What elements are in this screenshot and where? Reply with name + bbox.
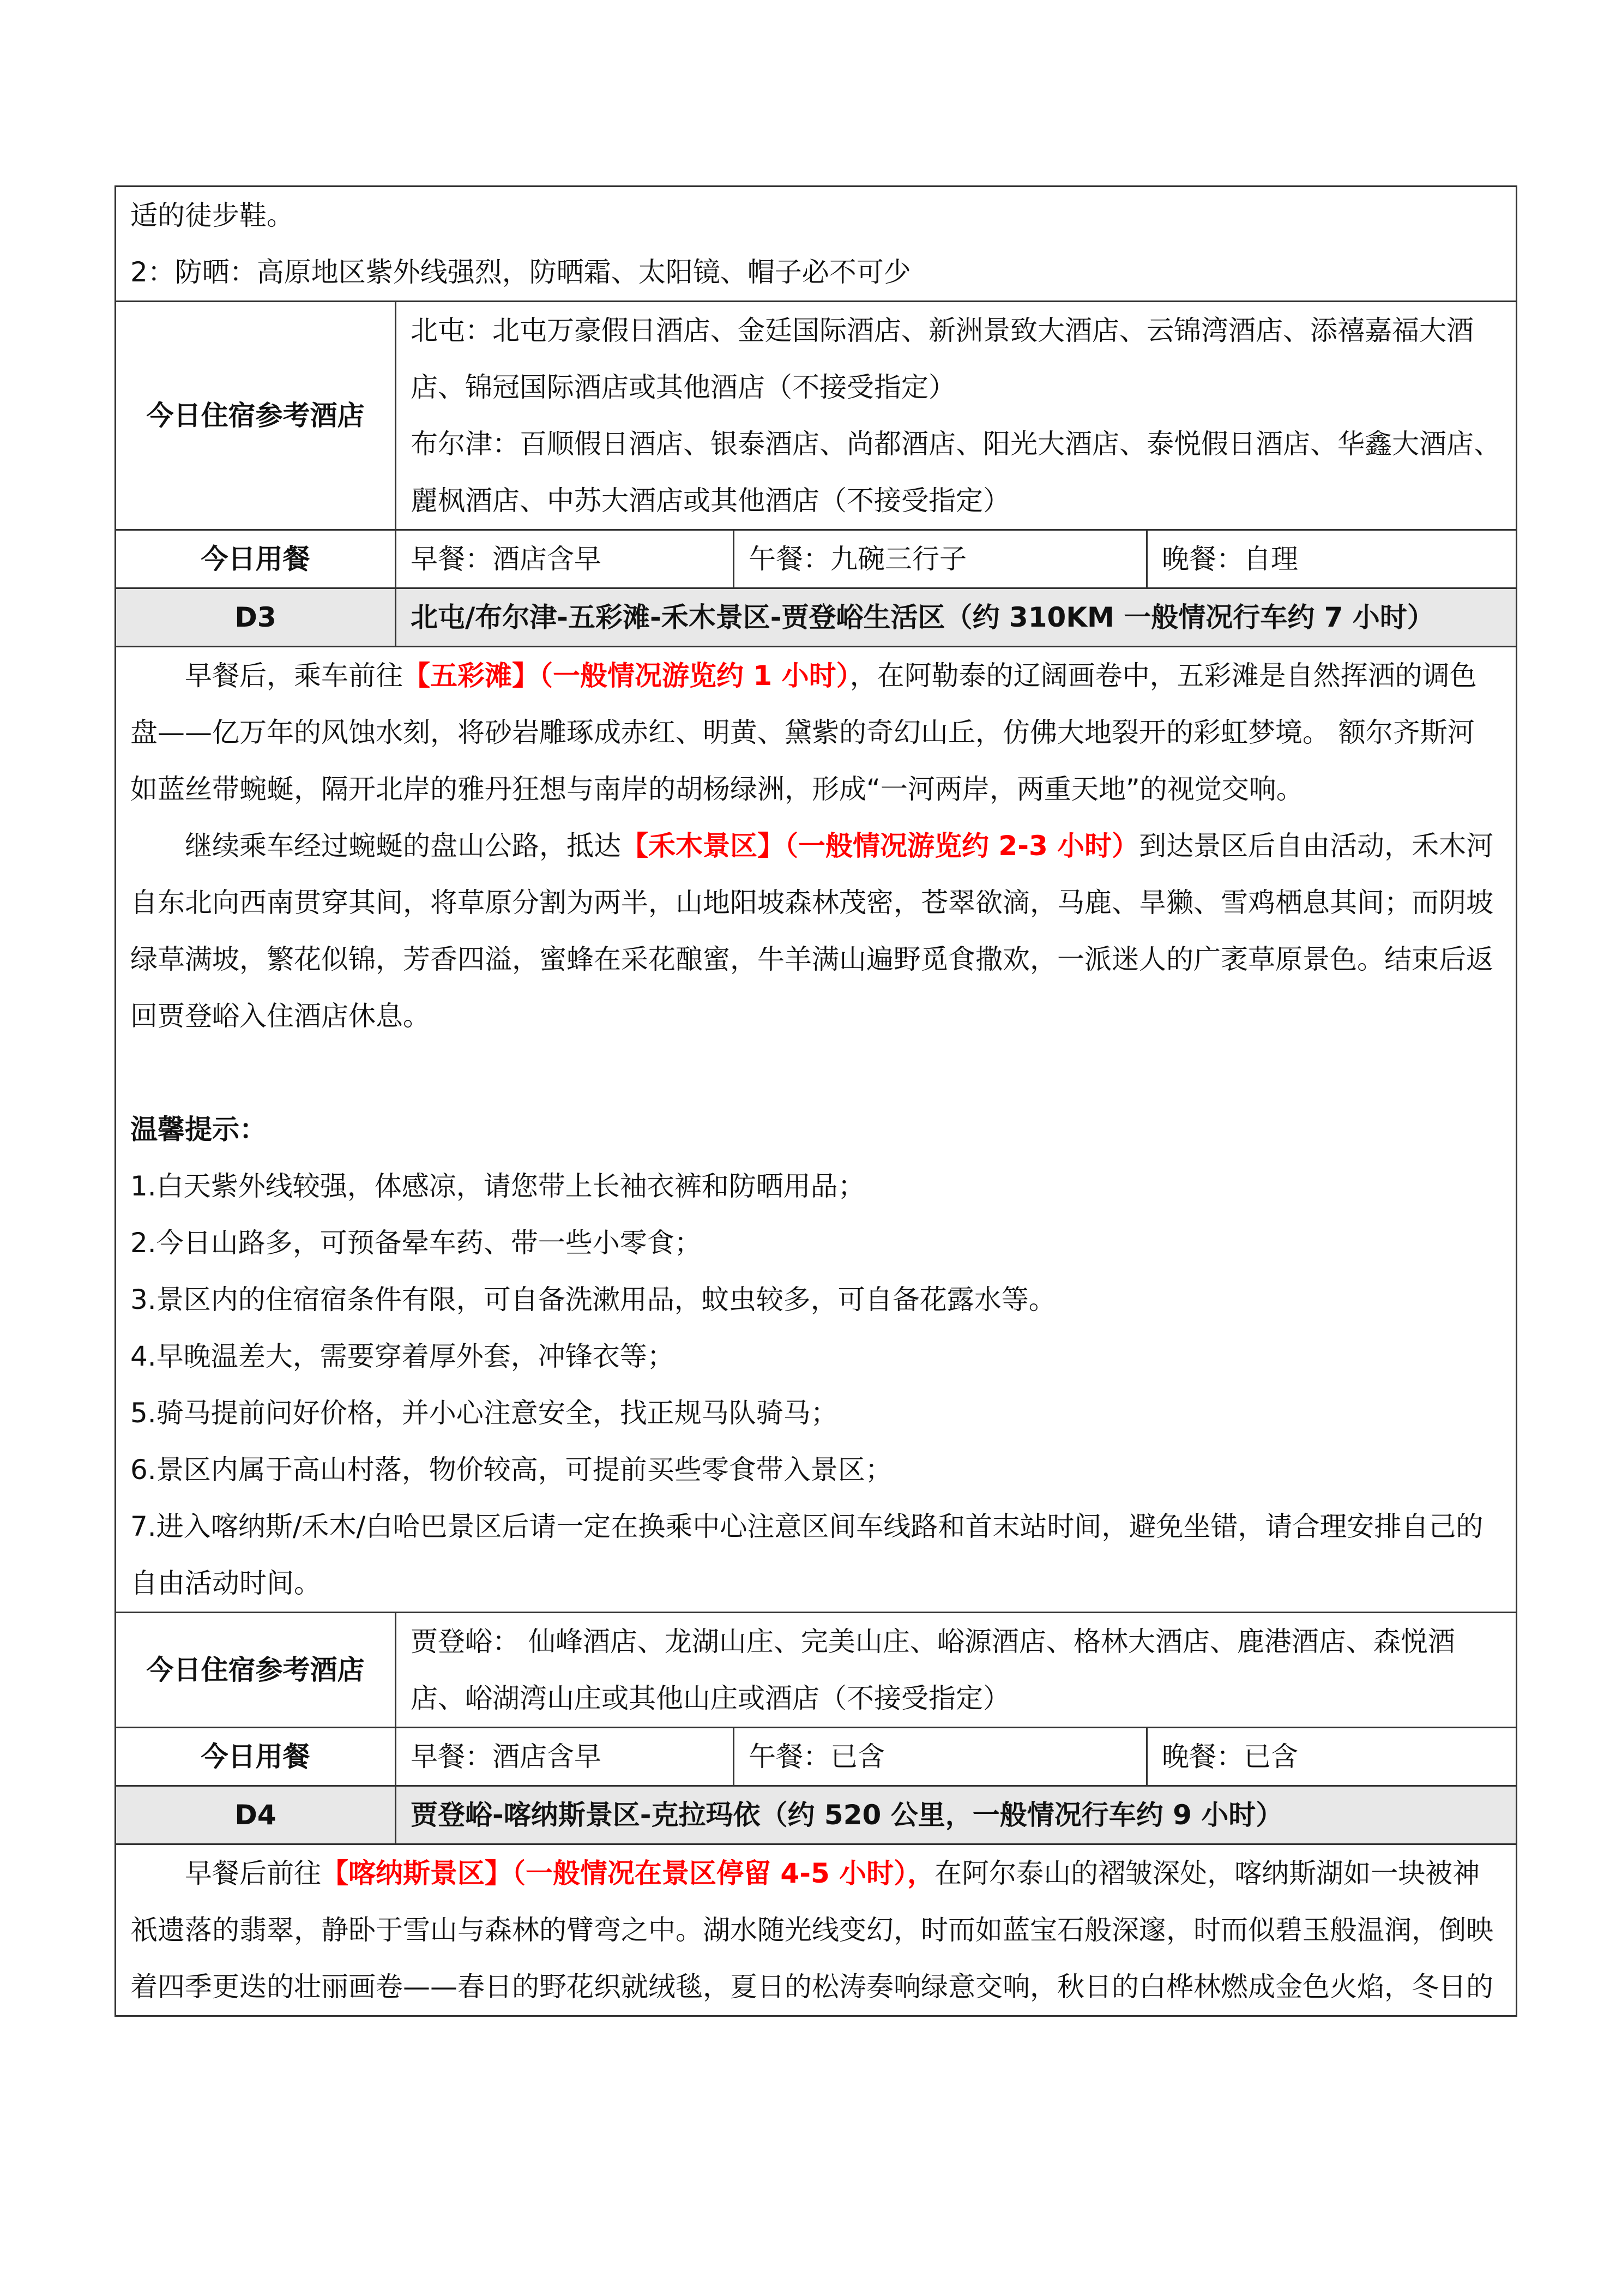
day-title: 北屯/布尔津-五彩滩-禾木景区-贾登峪生活区（约 310KM 一般情况行车约 7 小时）: [396, 588, 1517, 647]
d3-hotel-row: [116, 1613, 1517, 1728]
highlight-attraction: 【喀纳斯景区】（一般情况在景区停留 4-5 小时），: [321, 1858, 935, 1889]
text: 继续乘车经过蜿蜒的盘山公路，抵达: [185, 830, 621, 862]
text: 在阿尔泰山的褶皱深处，喀纳斯湖如一块被神祇遗落的翡翠，静卧于雪山与森林的臂弯之中。湖水随光线变幻，时而如蓝宝石般深邃，时而似碧玉般温润，倒映着四季更迭的壮丽画卷——春日的野花织就绒毯，夏日的松涛奏响绿意交响，秋日的白桦林燃成金色火焰，冬日的: [130, 1858, 1493, 2003]
hotel-list: [396, 302, 1517, 530]
continuation-line: 2：防晒：高原地区紫外线强烈，防晒霜、太阳镜、帽子必不可少: [130, 256, 911, 288]
breakfast: 早餐：酒店含早: [396, 530, 734, 588]
d3-description: [116, 647, 1517, 1613]
d2-hotel-row: [116, 302, 1517, 530]
lunch: 午餐：已含: [734, 1728, 1147, 1786]
day-code: D4: [116, 1786, 396, 1844]
itinerary-table: [114, 185, 1517, 2017]
tip-item: 5.骑马提前问好价格，并小心注意安全，找正规马队骑马；: [130, 1397, 838, 1429]
d3-paragraph-1: [130, 647, 1502, 818]
tip-item: 3.景区内的住宿宿条件有限，可自备洗漱用品，蚊虫较多，可自备花露水等。: [130, 1284, 1056, 1315]
text: 早餐后前往: [185, 1858, 321, 1889]
tip-item: 7.进入喀纳斯/禾木/白哈巴景区后请一定在换乘中心注意区间车线路和首末站时间，避免坐错，请合理安排自己的自由活动时间。: [130, 1511, 1484, 1599]
d2-meal-row: [116, 530, 1517, 588]
dinner: 晚餐：自理: [1147, 530, 1517, 588]
highlight-attraction: 【禾木景区】（一般情况游览约 2-3 小时）: [621, 830, 1139, 862]
dinner: 晚餐：已含: [1147, 1728, 1517, 1786]
text: ，在阿勒泰的辽阔画卷中，五彩滩是自然挥洒的调色盘——亿万年的风蚀水刻，将砂岩雕琢成赤红、明黄、黛紫的奇幻山丘，仿佛大地裂开的彩虹梦境。 额尔齐斯河如蓝丝带蜿蜒，隔开北岸的雅丹狂想与南岸的胡杨绿洲，形成“一河两岸，两重天地”的视觉交响。: [130, 660, 1477, 805]
d4-header-row: [116, 1786, 1517, 1844]
hotel-line-burqin: 布尔津：百顺假日酒店、银泰酒店、尚都酒店、阳光大酒店、泰悦假日酒店、华鑫大酒店、麗枫酒店、中苏大酒店或其他酒店（不接受指定）: [411, 428, 1501, 516]
d3-body-row: [116, 647, 1517, 1613]
continuation-row: [116, 187, 1517, 302]
d4-description: [116, 1844, 1517, 2016]
highlight-attraction: 【五彩滩】（一般情况游览约 1 小时）: [403, 660, 850, 692]
day-code: D3: [116, 588, 396, 647]
tip-item: 6.景区内属于高山村落，物价较高，可提前买些零食带入景区；: [130, 1454, 893, 1486]
d3-meal-row: [116, 1728, 1517, 1786]
tips-title: 温馨提示：: [130, 1114, 267, 1145]
day-title: 贾登峪-喀纳斯景区-克拉玛依（约 520 公里，一般情况行车约 9 小时）: [396, 1786, 1517, 1844]
meal-label: 今日用餐: [116, 530, 396, 588]
meal-label: 今日用餐: [116, 1728, 396, 1786]
breakfast: 早餐：酒店含早: [396, 1728, 734, 1786]
text: 到达景区后自由活动，禾木河自东北向西南贯穿其间，将草原分割为两半，山地阳坡森林茂密，苍翠欲滴，马鹿、旱獭、雪鸡栖息其间；而阴坡绿草满坡，繁花似锦，芳香四溢，蜜蜂在采花酿蜜，牛羊满山遍野觅食撒欢，一派迷人的广袤草原景色。结束后返回贾登峪入住酒店休息。: [130, 830, 1494, 1032]
text: 早餐后，乘车前往: [185, 660, 403, 692]
lunch: 午餐：九碗三行子: [734, 530, 1147, 588]
tip-item: 2.今日山路多，可预备晕车药、带一些小零食；: [130, 1227, 702, 1259]
tip-item: 4.早晚温差大，需要穿着厚外套，冲锋衣等；: [130, 1341, 674, 1372]
hotel-line-beitun: 北屯：北屯万豪假日酒店、金廷国际酒店、新洲景致大酒店、云锦湾酒店、添禧嘉福大酒店、锦冠国际酒店或其他酒店（不接受指定）: [411, 315, 1474, 403]
d3-paragraph-2: [130, 818, 1502, 1044]
hotel-list: 贾登峪： 仙峰酒店、龙湖山庄、完美山庄、峪源酒店、格林大酒店、鹿港酒店、森悦酒店、峪湖湾山庄或其他山庄或酒店（不接受指定）: [396, 1613, 1517, 1728]
d3-header-row: [116, 588, 1517, 647]
d4-paragraph-1: [130, 1845, 1502, 2015]
continuation-cell: [116, 187, 1517, 302]
continuation-line: 适的徒步鞋。: [130, 200, 294, 231]
blank-line: [130, 1044, 1502, 1101]
hotel-label: 今日住宿参考酒店: [116, 1613, 396, 1728]
hotel-label: 今日住宿参考酒店: [116, 302, 396, 530]
d4-body-row: [116, 1844, 1517, 2016]
tip-item: 1.白天紫外线较强，体感凉，请您带上长袖衣裤和防晒用品；: [130, 1170, 865, 1202]
